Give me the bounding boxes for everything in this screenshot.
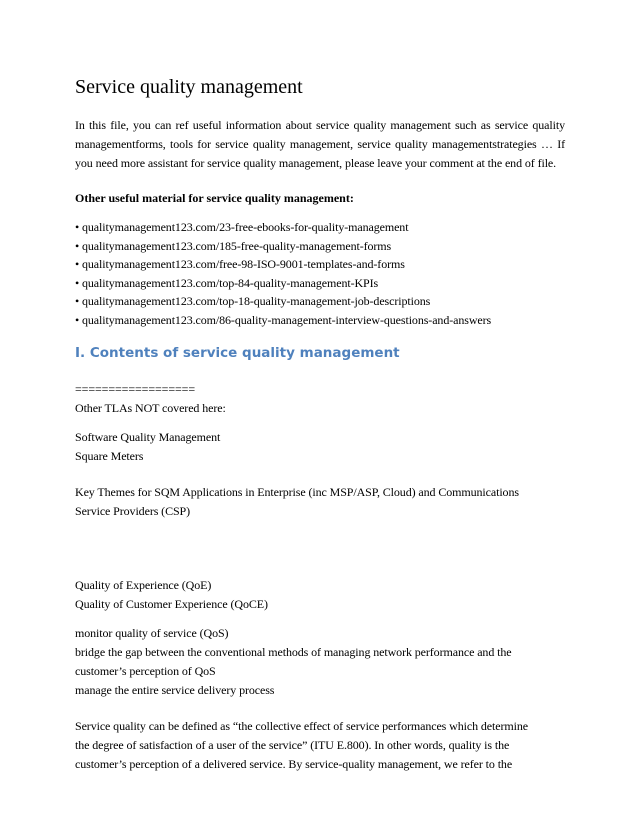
qoe-line: Quality of Experience (QoE) <box>75 578 212 592</box>
resource-link[interactable]: • qualitymanagement123.com/top-84-quality-management-KPIs <box>75 275 379 290</box>
definition-line-2: the degree of satisfaction of a user of the service” (ITU E.800). In other words, quality is the <box>75 738 510 752</box>
intro-paragraph: In this file, you can ref useful information about service quality management such as service quality managementforms, tools for service quality management, service quality managementstrategies … If you need more assistant for service quality management, please leave your comment at the end of file. <box>75 118 565 170</box>
section-heading-contents: I. Contents of service quality management <box>75 345 400 361</box>
key-themes-line-1: Key Themes for SQM Applications in Enterprise (inc MSP/ASP, Cloud) and Communications <box>75 485 519 499</box>
resource-link[interactable]: • qualitymanagement123.com/23-free-ebooks-for-quality-management <box>75 220 409 234</box>
resource-link-list <box>75 218 565 329</box>
resource-link[interactable]: • qualitymanagement123.com/top-18-quality-management-job-descriptions <box>75 294 431 308</box>
bridge-line-2: customer’s perception of QoS <box>75 664 216 678</box>
qoce-line: Quality of Customer Experience (QoCE) <box>75 597 268 611</box>
manage-line: manage the entire service delivery process <box>75 683 275 697</box>
definition-line-1: Service quality can be defined as “the collective effect of service performances which determine <box>75 719 528 733</box>
resource-link[interactable]: • qualitymanagement123.com/free-98-ISO-9001-templates-and-forms <box>75 257 405 271</box>
definition-line-3: customer’s perception of a delivered service. By service-quality management, we refer to the <box>75 757 513 771</box>
document-title: Service quality management <box>75 76 303 98</box>
qos-line: monitor quality of service (QoS) <box>75 626 229 640</box>
sqm-square-meters-line: Square Meters <box>75 449 144 463</box>
resource-link[interactable]: • qualitymanagement123.com/86-quality-management-interview-questions-and-answers <box>75 312 492 327</box>
key-themes-line-2: Service Providers (CSP) <box>75 504 191 518</box>
tla-note: Other TLAs NOT covered here: <box>75 401 226 415</box>
resource-link[interactable]: • qualitymanagement123.com/185-free-quality-management-forms <box>75 238 392 253</box>
document-page <box>75 74 565 774</box>
other-material-heading: Other useful material for service quality management: <box>75 191 354 205</box>
bridge-line-1: bridge the gap between the conventional methods of managing network performance and the <box>75 645 512 659</box>
separator-line: ================== <box>75 382 196 396</box>
sqm-software-line: Software Quality Management <box>75 430 221 444</box>
